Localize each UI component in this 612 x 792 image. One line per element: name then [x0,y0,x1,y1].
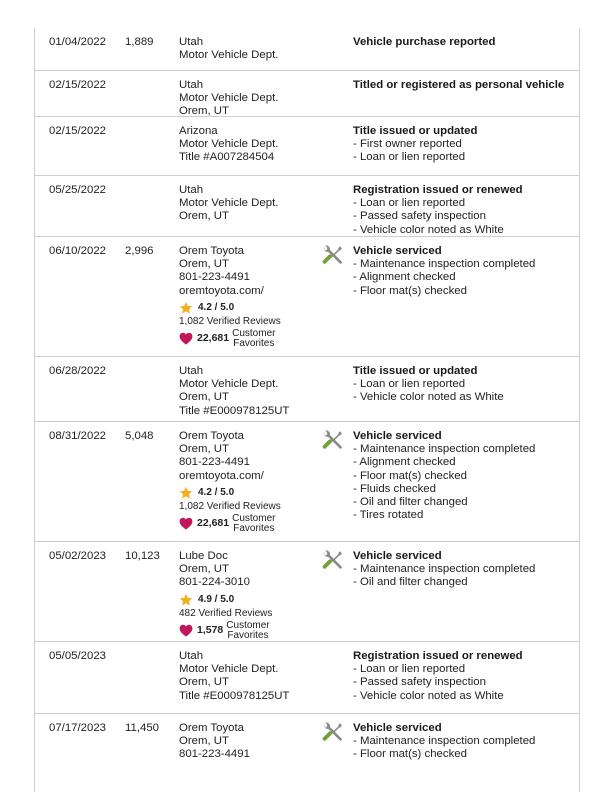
record-source [179,650,319,703]
source-line: Utah [179,650,204,662]
record-source [179,550,319,641]
record-source [179,184,319,224]
star-icon [179,486,193,500]
source-line: Orem, UT [179,735,229,748]
favorites-label-line: Customer [226,619,270,631]
source-line: Motor Vehicle Dept. [179,138,279,151]
source-line: 801-223-4491 [179,271,250,284]
source-line: Motor Vehicle Dept. [179,49,279,62]
source-line: Orem, UT [179,105,229,118]
record-detail-item: - Floor mat(s) checked [353,748,575,761]
record-date: 06/10/2022 [49,245,107,257]
source-line: Utah [179,184,204,196]
record-detail-item: - Maintenance inspection completed [353,443,575,456]
record-detail-item: - Oil and filter changed [353,496,575,509]
record-date: 02/15/2022 [49,125,107,137]
record-details [353,184,575,237]
record-source [179,79,319,119]
favorites-label [232,329,275,349]
source-line: Utah [179,365,204,377]
record-detail-item: - Loan or lien reported [353,663,575,676]
record-title: Title issued or updated [353,365,478,377]
record-date: 07/17/2023 [49,722,107,734]
record-detail-item: - Loan or lien reported [353,151,575,164]
record-detail-item: - Floor mat(s) checked [353,285,575,298]
record-detail-item: - Alignment checked [353,271,575,284]
source-line: Motor Vehicle Dept. [179,663,279,676]
record-details [353,650,575,703]
source-line: Orem Toyota [179,722,244,734]
source-line: Motor Vehicle Dept. [179,378,279,391]
history-row [35,28,579,70]
source-line: Motor Vehicle Dept. [179,197,279,210]
favorites-count: 22,681 [197,517,230,530]
source-line: Orem, UT [179,258,229,271]
record-title: Registration issued or renewed [353,184,523,196]
record-date: 02/15/2022 [49,79,107,91]
record-detail-item: - Passed safety inspection [353,676,575,689]
source-line: Orem, UT [179,563,229,576]
source-line: Utah [179,79,204,91]
source-line: Arizona [179,125,218,137]
wrench-screwdriver-icon [321,430,343,452]
source-line: Motor Vehicle Dept. [179,92,279,105]
record-title: Vehicle purchase reported [353,36,496,48]
history-table [34,28,580,792]
record-mileage: 10,123 [125,550,160,562]
favorites-label-line: Favorites [233,337,275,349]
history-row [35,541,579,641]
customer-favorites [179,514,319,534]
record-date: 05/25/2022 [49,184,107,196]
record-title: Titled or registered as personal vehicle [353,79,565,91]
source-rating [179,485,319,501]
record-detail-item: - Vehicle color noted as White [353,391,575,404]
record-date: 06/28/2022 [49,365,107,377]
source-line: Utah [179,36,204,48]
record-source [179,365,319,418]
source-line: Orem, UT [179,210,229,223]
record-date: 05/02/2023 [49,550,107,562]
record-title: Vehicle serviced [353,245,442,257]
favorites-label-line: Favorites [227,629,269,641]
favorites-label [226,621,269,641]
source-rating [179,300,319,316]
history-row [35,641,579,713]
history-row [35,236,579,356]
wrench-screwdriver-icon [321,245,343,267]
favorites-count: 22,681 [197,332,230,345]
verified-reviews: 482 Verified Reviews [179,607,273,619]
star-icon [179,301,193,315]
rating-value: 4.2 / 5.0 [198,487,235,499]
source-line: 801-224-3010 [179,576,250,589]
rating-value: 4.9 / 5.0 [198,594,235,605]
verified-reviews: 1,082 Verified Reviews [179,315,281,327]
source-line: oremtoyota.com/ [179,284,264,297]
record-detail-item: - Fluids checked [353,483,575,496]
record-details [353,550,575,590]
record-detail-item: - Vehicle color noted as White [353,224,575,237]
record-detail-item: - Tires rotated [353,509,575,522]
record-detail-item: - Floor mat(s) checked [353,470,575,483]
record-date: 01/04/2022 [49,36,107,48]
history-row [35,421,579,541]
record-detail-item: - Alignment checked [353,456,575,469]
record-mileage: 1,889 [125,36,154,48]
record-details [353,245,575,298]
record-source [179,245,319,349]
history-row [35,70,579,116]
record-detail-item: - Loan or lien reported [353,197,575,210]
record-source [179,36,319,62]
wrench-screwdriver-icon [321,722,343,744]
record-details [353,722,575,762]
favorites-count: 1,578 [197,624,224,636]
source-line: 801-223-4491 [179,748,250,761]
history-row [35,713,579,792]
history-row [35,116,579,175]
record-title: Vehicle serviced [353,430,442,442]
record-detail-item: - Passed safety inspection [353,210,575,223]
record-source [179,430,319,534]
record-details [353,36,575,49]
favorites-label-line: Customer [232,512,276,524]
record-date: 05/05/2023 [49,650,107,662]
record-date: 08/31/2022 [49,430,107,442]
record-details [353,365,575,405]
record-detail-item: - Maintenance inspection completed [353,563,575,576]
record-source [179,125,319,165]
source-line: oremtoyota.com/ [179,469,264,482]
record-mileage: 5,048 [125,430,154,442]
record-detail-item: - Maintenance inspection completed [353,735,575,748]
record-detail-item: - First owner reported [353,138,575,151]
verified-reviews: 1,082 Verified Reviews [179,500,281,512]
record-title: Title issued or updated [353,125,478,137]
history-row [35,356,579,421]
heart-icon [179,624,193,637]
source-line: Orem, UT [179,443,229,456]
record-mileage: 2,996 [125,245,154,257]
record-detail-item: - Maintenance inspection completed [353,258,575,271]
source-line: Orem Toyota [179,430,244,442]
record-details [353,125,575,165]
source-line: Lube Doc [179,550,228,562]
source-line: Orem, UT [179,391,229,404]
record-title: Vehicle serviced [353,550,442,562]
source-line: Orem, UT [179,676,229,689]
record-title: Vehicle serviced [353,722,442,734]
customer-favorites [179,329,319,349]
source-line: Orem Toyota [179,245,244,257]
rating-value: 4.2 / 5.0 [198,302,235,314]
heart-icon [179,332,193,345]
source-rating [179,592,319,608]
record-title: Registration issued or renewed [353,650,523,662]
star-icon [179,593,193,607]
record-mileage: 11,450 [125,722,159,734]
favorites-label-line: Favorites [233,522,275,534]
wrench-screwdriver-icon [321,550,343,572]
heart-icon [179,517,193,530]
record-details [353,430,575,522]
record-details [353,79,575,92]
source-line: Title #E000978125UT [179,689,290,702]
favorites-label-line: Customer [232,327,276,339]
favorites-label [232,514,275,534]
record-source [179,722,319,762]
record-detail-item: - Vehicle color noted as White [353,690,575,703]
record-detail-item: - Loan or lien reported [353,378,575,391]
source-line: Title #E000978125UT [179,404,290,417]
history-row [35,175,579,236]
customer-favorites [179,621,319,641]
source-line: 801-223-4491 [179,456,250,469]
record-detail-item: - Oil and filter changed [353,576,575,589]
source-line: Title #A007284504 [179,151,275,164]
